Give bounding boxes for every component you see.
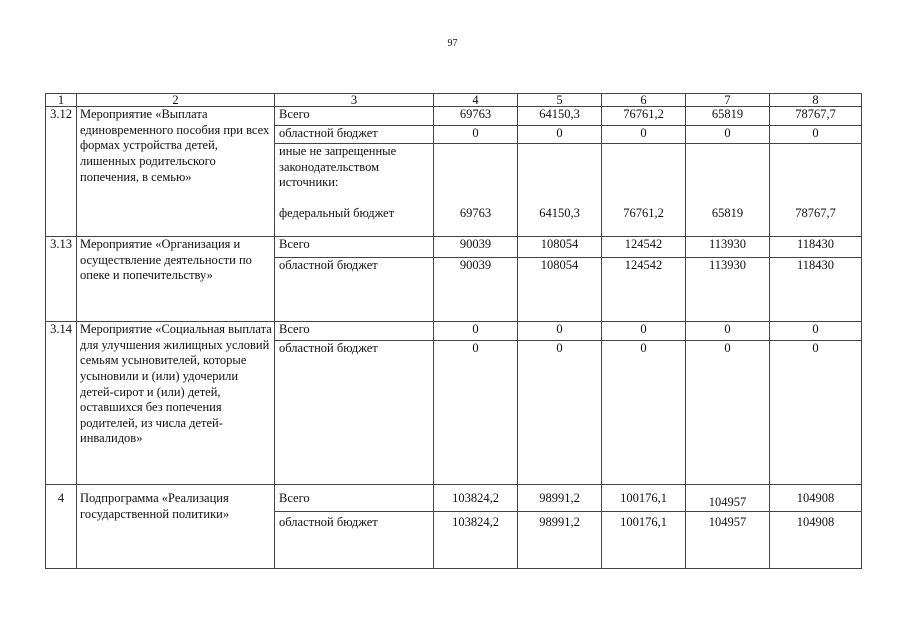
source-label: областной бюджет (275, 258, 434, 322)
value-cell: 104957 (686, 485, 770, 512)
header-cell: 3 (275, 94, 434, 107)
value-cell: 65819 (686, 107, 770, 126)
value-cell: 98991,2 (518, 485, 602, 512)
value-cell: 108054 (518, 237, 602, 258)
value-cell: 113930 (686, 258, 770, 322)
measure-name: Подпрограмма «Реализация государственной политики» (77, 485, 275, 569)
table-row (46, 485, 862, 512)
source-label: Всего (275, 107, 434, 126)
row-number: 4 (46, 485, 77, 569)
source-label: иные не запрещенные законодательством источники: (275, 144, 434, 206)
table-row (46, 322, 862, 341)
source-label: областной бюджет (275, 126, 434, 144)
value-cell: 118430 (770, 237, 862, 258)
value-cell: 0 (770, 341, 862, 485)
value-cell: 0 (518, 322, 602, 341)
row-number: 3.14 (46, 322, 77, 485)
value-cell: 103824,2 (434, 511, 518, 568)
value-cell: 90039 (434, 237, 518, 258)
value-cell: 64150,3 (518, 206, 602, 237)
measure-name: Мероприятие «Выплата единовременного пособия при всех формах устройства детей, лишенных родительского попечения, в семью» (77, 107, 275, 237)
value-cell: 90039 (434, 258, 518, 322)
value-cell: 76761,2 (602, 206, 686, 237)
value-cell: 103824,2 (434, 485, 518, 512)
value-cell: 104908 (770, 485, 862, 512)
header-cell: 5 (518, 94, 602, 107)
header-cell: 7 (686, 94, 770, 107)
value-cell: 0 (686, 341, 770, 485)
measure-name: Мероприятие «Социальная выплата для улучшения жилищных условий семьям усыновителей, которые усыновили и (или) удочерили детей-сирот и (или) детей, оставшихся без попечения родителей, из числа детей-инвалидов» (77, 322, 275, 485)
value-cell: 104957 (686, 511, 770, 568)
page-number: 97 (447, 38, 458, 49)
value-cell: 0 (434, 341, 518, 485)
table-row (46, 237, 862, 258)
value-cell: 98991,2 (518, 511, 602, 568)
value-cell: 78767,7 (770, 107, 862, 126)
source-label: областной бюджет (275, 511, 434, 568)
value-cell: 0 (686, 126, 770, 144)
value-cell: 118430 (770, 258, 862, 322)
value-cell: 0 (518, 341, 602, 485)
header-cell: 2 (77, 94, 275, 107)
measure-name: Мероприятие «Организация и осуществление деятельности по опеке и попечительству» (77, 237, 275, 322)
header-cell: 1 (46, 94, 77, 107)
value-cell: 104908 (770, 511, 862, 568)
value-cell: 69763 (434, 206, 518, 237)
value-cell: 0 (686, 322, 770, 341)
value-cell: 113930 (686, 237, 770, 258)
value-cell: 0 (770, 322, 862, 341)
value-cell: 78767,7 (770, 206, 862, 237)
header-row (46, 94, 862, 107)
value-cell: 0 (602, 341, 686, 485)
header-cell: 8 (770, 94, 862, 107)
row-number: 3.12 (46, 107, 77, 237)
source-label: областной бюджет (275, 341, 434, 485)
value-cell: 100176,1 (602, 485, 686, 512)
value-cell: 124542 (602, 258, 686, 322)
value-cell: 0 (602, 322, 686, 341)
value-cell: 0 (434, 126, 518, 144)
row-number: 3.13 (46, 237, 77, 322)
value-cell: 0 (602, 126, 686, 144)
value-cell: 69763 (434, 107, 518, 126)
value-cell: 0 (770, 126, 862, 144)
source-label: Всего (275, 485, 434, 512)
value-cell: 76761,2 (602, 107, 686, 126)
value-cell: 65819 (686, 206, 770, 237)
value-cell: 100176,1 (602, 511, 686, 568)
source-label: Всего (275, 322, 434, 341)
value-cell: 0 (434, 322, 518, 341)
budget-table (45, 93, 862, 569)
table-row (46, 107, 862, 126)
header-cell: 4 (434, 94, 518, 107)
header-cell: 6 (602, 94, 686, 107)
source-label: федеральный бюджет (275, 206, 434, 237)
value-cell: 108054 (518, 258, 602, 322)
source-label: Всего (275, 237, 434, 258)
value-cell: 64150,3 (518, 107, 602, 126)
value-cell: 0 (518, 126, 602, 144)
value-cell: 124542 (602, 237, 686, 258)
